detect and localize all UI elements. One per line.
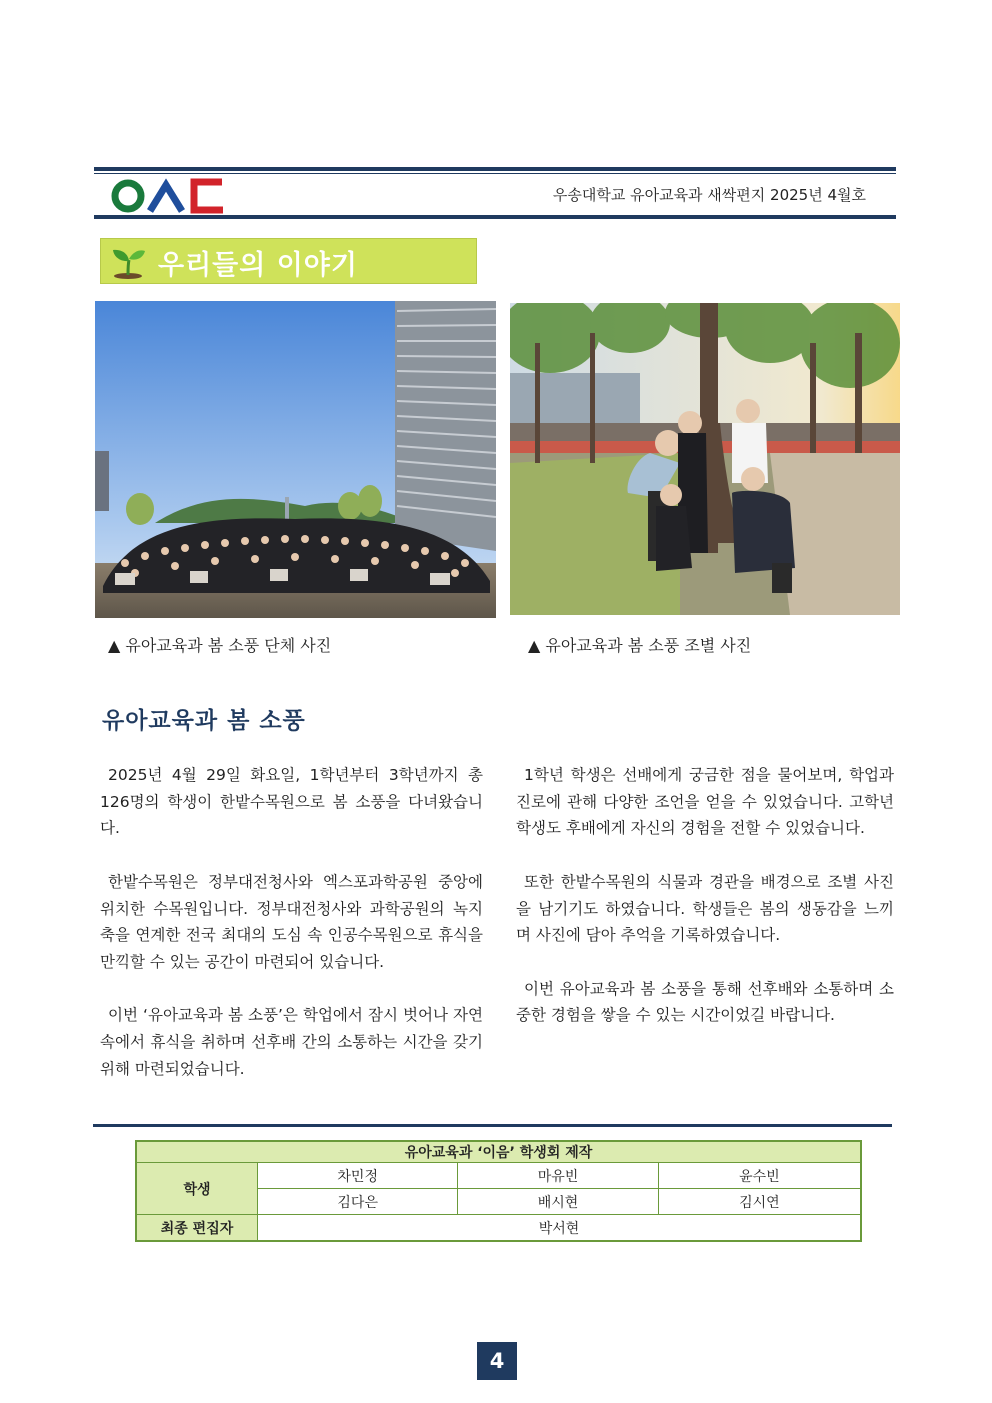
- article-right-column: [516, 762, 894, 1056]
- article-title: 유아교육과 봄 소풍: [102, 708, 306, 734]
- article-paragraph: 또한 한밭수목원의 식물과 경관을 배경으로 조별 사진을 남기기도 하였습니다. 학생들은 봄의 생동감을 느끼며 사진에 담아 추억을 기록하였습니다.: [516, 872, 894, 945]
- editor-name: 박서현: [258, 1215, 862, 1242]
- school-logo: [110, 177, 230, 215]
- section-title: 우리들의 이야기: [158, 250, 358, 281]
- header-rule-top-thin: [94, 173, 896, 174]
- credits-table: [135, 1140, 862, 1242]
- article-paragraph: 이번 유아교육과 봄 소풍을 통해 선후배와 소통하며 소중한 경험을 쌓을 수 있는 시간이었길 바랍니다.: [516, 979, 894, 1025]
- student-name: 마유빈: [458, 1163, 658, 1189]
- group-photo-caption: ▲ 유아교육과 봄 소풍 단체 사진: [108, 636, 332, 655]
- article-left-column: [100, 762, 483, 1109]
- article-paragraph: 한밭수목원은 정부대전청사와 엑스포과학공원 중앙에 위치한 수목원입니다. 정부대전청사와 과학공원의 녹지축을 연계한 전국 최대의 도심 속 인공수목원으로 휴식을 만끽할 수 있는 공간이 마련되어 있습니다.: [100, 872, 483, 971]
- article-paragraph: 2025년 4월 29일 화요일, 1학년부터 3학년까지 총 126명의 학생이 한밭수목원으로 봄 소풍을 다녀왔습니다.: [100, 766, 483, 838]
- team-photo-caption: ▲ 유아교육과 봄 소풍 조별 사진: [528, 636, 752, 655]
- header-rule-bottom: [94, 215, 896, 219]
- student-name: 김시연: [658, 1189, 861, 1215]
- team-photo: [510, 303, 900, 615]
- student-name: 배시현: [458, 1189, 658, 1215]
- article-divider: [93, 1124, 892, 1127]
- credits-heading: 유아교육과 ‘이음’ 학생회 제작: [136, 1141, 861, 1163]
- student-name: 윤수빈: [658, 1163, 861, 1189]
- students-label: 학생: [136, 1163, 258, 1215]
- sprout-icon: [108, 244, 148, 280]
- page-number: 4: [477, 1342, 517, 1380]
- editor-label: 최종 편집자: [136, 1215, 258, 1242]
- group-photo: [95, 301, 496, 618]
- student-name: 차민정: [258, 1163, 458, 1189]
- newsletter-title: 우송대학교 유아교육과 새싹편지 2025년 4월호: [552, 186, 866, 204]
- student-name: 김다은: [258, 1189, 458, 1215]
- article-paragraph: 1학년 학생은 선배에게 궁금한 점을 물어보며, 학업과 진로에 관해 다양한 조언을 얻을 수 있었습니다. 고학년 학생도 후배에게 자신의 경험을 전할 수 있었습니다.: [516, 766, 894, 838]
- article-paragraph: 이번 ‘유아교육과 봄 소풍’은 학업에서 잠시 벗어나 자연 속에서 휴식을 취하며 선후배 간의 소통하는 시간을 갖기 위해 마련되었습니다.: [100, 1006, 483, 1078]
- header-rule-top: [94, 167, 896, 171]
